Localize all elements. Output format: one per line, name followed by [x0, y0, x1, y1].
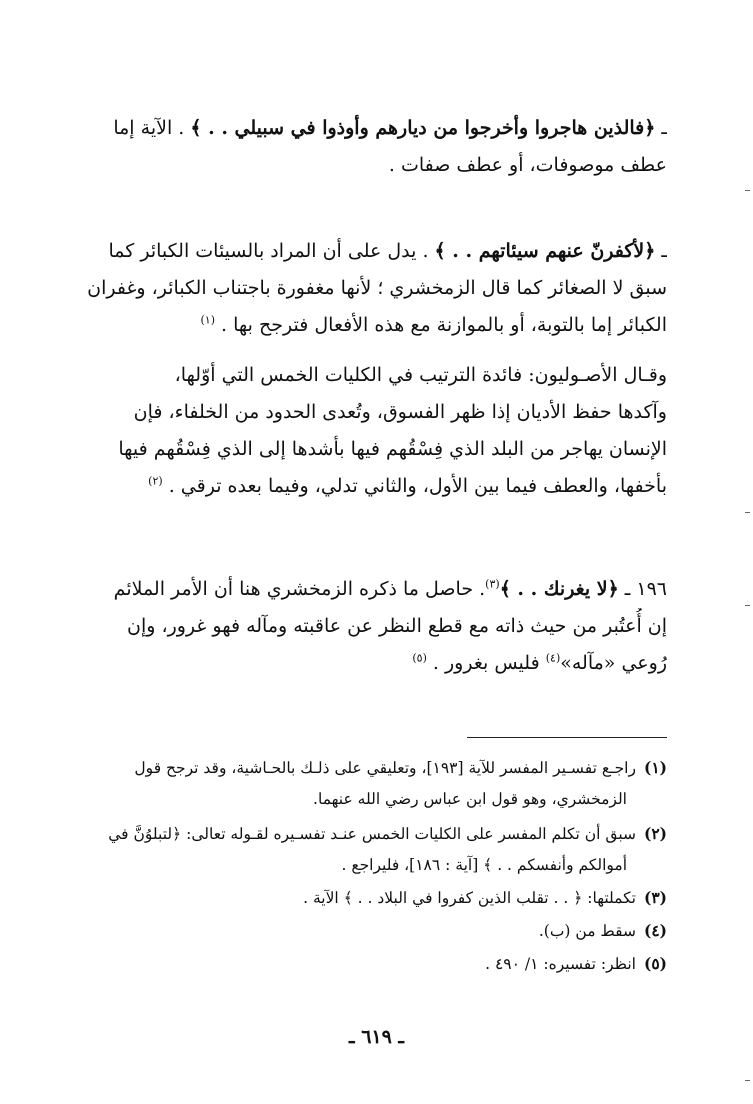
- quran-verse: ﴿لأكفرنّ عنهم سيئاتهم . . ﴾: [434, 240, 656, 262]
- footnote-ref: (٥): [412, 651, 427, 665]
- scan-mark: [745, 512, 750, 513]
- footnote-line: الزمخشري، وهو قول ابن عباس رضي الله عنهما.: [313, 790, 627, 808]
- footnote-number: (٢): [643, 824, 667, 843]
- scan-mark: [745, 1080, 750, 1081]
- paragraph-line: إن أُعتُبر من حيث ذاته مع قطع النظر عن عاقبته ومآله فهو غرور، وإن: [127, 615, 667, 637]
- footnote-ref: (٣): [485, 577, 500, 591]
- footnote-4: [85, 915, 667, 947]
- paragraph-line: رُوعي «مآله»$^{(٤)}$ فليس بغرور . $^{(٥)}$: [412, 651, 667, 674]
- footnote-line: (٥)انظر: تفسيره: ١/ ٤٩٠ .: [485, 954, 667, 973]
- footnote-ref: (٤): [545, 651, 561, 665]
- footnote-separator: [467, 737, 667, 738]
- paragraph-line: الإنسان يهاجر من البلد الذي فِسْقُهم فيها بأشدها إلى الذي فِسْقُهم فيها: [118, 438, 667, 460]
- paragraph-line: وقـال الأصـوليون: فائدة الترتيب في الكليات الخمس التي أوّلها،: [174, 364, 667, 386]
- paragraph-line: الكبائر إما بالتوبة، أو بالموازنة مع هذه الأفعال فترجح بها . $^{(١)}$: [200, 313, 667, 336]
- paragraph-1: [85, 110, 667, 184]
- paragraph-line: ـ ﴿فالذين هاجروا وأخرجوا من ديارهم وأوذوا في سبيلي . . ﴾ . الآية إما: [113, 117, 667, 139]
- paragraph-line: وآكدها حفظ الأديان إذا ظهر الفسوق، وتُعدى الحدود من الخلفاء، فإن: [133, 401, 667, 423]
- footnote-ref: (٢): [148, 474, 163, 488]
- quran-verse: ﴿فالذين هاجروا وأخرجوا من ديارهم وأوذوا في سبيلي . . ﴾: [190, 117, 656, 139]
- footnote-number: (٤): [643, 921, 667, 940]
- footnote-1: [85, 752, 667, 815]
- quran-verse: ﴿لا يغرنك . . ﴾: [499, 578, 619, 600]
- scan-mark: [745, 605, 750, 606]
- footnote-5: [85, 948, 667, 980]
- paragraph-4: [85, 571, 667, 682]
- page-number: ـ ٦١٩ ـ: [349, 1026, 404, 1048]
- footnote-2: [85, 818, 667, 881]
- paragraph-line: سبق لا الصغائر كما قال الزمخشري ؛ لأنها مغفورة باجتناب الكبائر، وغفران: [87, 277, 667, 299]
- paragraph-2: [85, 233, 667, 344]
- paragraph-line: ١٩٦ ـ ﴿لا يغرنك . . ﴾$^{(٣)}$. حاصل ما ذكره الزمخشري هنا أن الأمر الملائم: [113, 577, 667, 600]
- footnote-line: (١)راجـع تفسـير المفسر للآية [١٩٣]، وتعليقي على ذلـك بالحـاشية، وقد ترجح قول: [134, 758, 667, 777]
- paragraph-line: عطف موصوفات، أو عطف صفات .: [388, 154, 667, 176]
- footnote-line: (٢)سبق أن تكلم المفسر على الكليات الخمس عنـد تفسـيره لقـوله تعالى: ﴿لتبلوُنَّ في: [108, 824, 667, 843]
- footnote-number: (٥): [643, 954, 667, 973]
- paragraph-line: بأخفها، والعطف فيما بين الأول، والثاني تدلي، وفيما بعده ترقي . $^{(٢)}$: [148, 474, 667, 497]
- footnote-line: (٣)تكملتها: ﴿ . . تقلب الذين كفروا في البلاد . . ﴾ الآية .: [303, 888, 667, 907]
- paragraph-3: [85, 357, 667, 505]
- footnote-number: (١): [643, 758, 667, 777]
- footnote-line: أموالكم وأنفسكم . . ﴾ [آية : ١٨٦]، فليراجع .: [341, 856, 627, 874]
- footnote-ref: (١): [200, 313, 216, 327]
- paragraph-line: ـ ﴿لأكفرنّ عنهم سيئاتهم . . ﴾ . يدل على أن المراد بالسيئات الكبائر كما: [108, 240, 667, 262]
- scan-mark: [745, 190, 750, 191]
- footnote-line: (٤)سقط من (ب).: [538, 921, 667, 940]
- footnote-3: [85, 882, 667, 914]
- footnote-number: (٣): [643, 888, 667, 907]
